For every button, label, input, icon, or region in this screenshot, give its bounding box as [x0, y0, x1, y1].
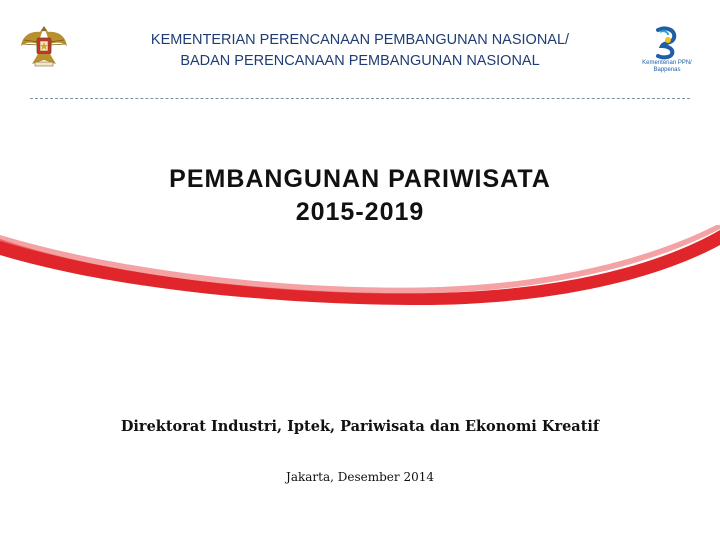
place-date: Jakarta, Desember 2014 [286, 470, 434, 484]
title-line-1: PEMBANGUNAN PARIWISATA [169, 165, 551, 193]
header-line-1: KEMENTERIAN PERENCANAAN PEMBANGUNAN NASIONAL/ [150, 32, 570, 48]
ministry-header [90, 30, 630, 72]
page-title [60, 163, 660, 229]
bappenas-logo [636, 24, 698, 82]
header-divider [30, 98, 690, 99]
directorate-name: Direktorat Industri, Iptek, Pariwisata dan Ekonomi Kreatif [120, 418, 600, 435]
title-line-2: 2015-2019 [295, 198, 425, 226]
garuda-emblem-icon [18, 20, 70, 72]
header-line-2: BADAN PERENCANAAN PEMBANGUNAN NASIONAL [180, 53, 540, 69]
bappenas-logo-text: Kementerian PPN/ Bappenas [642, 60, 692, 73]
bappenas-icon [636, 24, 698, 60]
red-swoosh-decoration [0, 225, 720, 315]
